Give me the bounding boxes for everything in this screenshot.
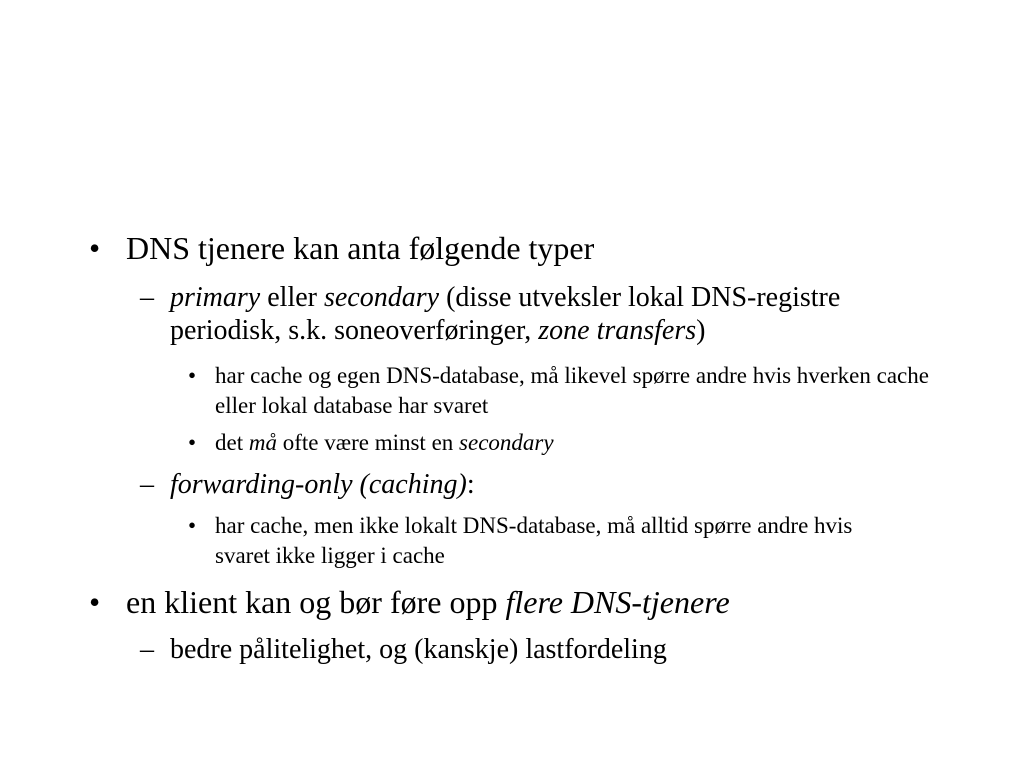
middle-text: ofte være minst en <box>276 430 460 455</box>
term-flere-dns-tjenere: flere DNS-tjenere <box>505 584 730 620</box>
bullet-marker: • <box>188 363 197 388</box>
sub-sub-bullet-text: har cache og egen DNS-database, må likevel spørre andre hvis hverken cache eller lokal database har svaret <box>215 363 929 418</box>
dash-marker: – <box>140 282 154 313</box>
term-primary: primary <box>170 282 261 313</box>
bullet-text: DNS tjenere kan anta følgende typer <box>126 230 595 266</box>
sub-sub-bullet-text <box>215 428 935 458</box>
bullet-marker: • <box>89 584 101 620</box>
sub-bullet-text <box>170 281 900 347</box>
sub-bullet-forwarding-only <box>140 468 900 501</box>
sub-sub-bullet-minimum-secondary <box>188 428 935 458</box>
bullet-marker: • <box>89 230 101 266</box>
colon: : <box>466 469 475 500</box>
sub-bullet-reliability <box>140 633 900 666</box>
sub-sub-bullet-cache-database <box>188 361 935 421</box>
bullet-marker: • <box>188 430 197 455</box>
term-secondary: secondary <box>459 430 554 455</box>
sub-bullet-text <box>170 468 900 501</box>
dash-marker: – <box>140 469 154 500</box>
sub-bullet-primary-secondary <box>140 281 900 347</box>
sub-bullet-text: bedre pålitelighet, og (kanskje) lastfordeling <box>170 634 667 665</box>
term-zone-transfers: zone transfers <box>538 315 697 346</box>
dash-marker: – <box>140 634 154 665</box>
term-maa: må <box>248 430 277 455</box>
sub-sub-bullet-forwarding-cache <box>188 511 905 571</box>
term-forwarding-only: forwarding-only (caching) <box>170 469 467 500</box>
bullet-marker: • <box>188 513 197 538</box>
bullet-dns-server-types <box>89 230 966 266</box>
bullet-text <box>126 584 966 620</box>
word-eller: eller <box>260 282 324 313</box>
description-text: (disse utveksler lokal DNS-registre periodisk, s.k. soneoverføringer, <box>170 282 841 346</box>
client-text: en klient kan og bør føre opp <box>126 584 506 620</box>
closing-paren: ) <box>696 315 706 346</box>
sub-sub-bullet-text: har cache, men ikke lokalt DNS-database, må alltid spørre andre hvis svaret ikke ligger i cache <box>215 513 853 568</box>
word-det: det <box>215 430 249 455</box>
term-secondary: secondary <box>323 282 440 313</box>
bullet-client-servers <box>89 584 966 620</box>
